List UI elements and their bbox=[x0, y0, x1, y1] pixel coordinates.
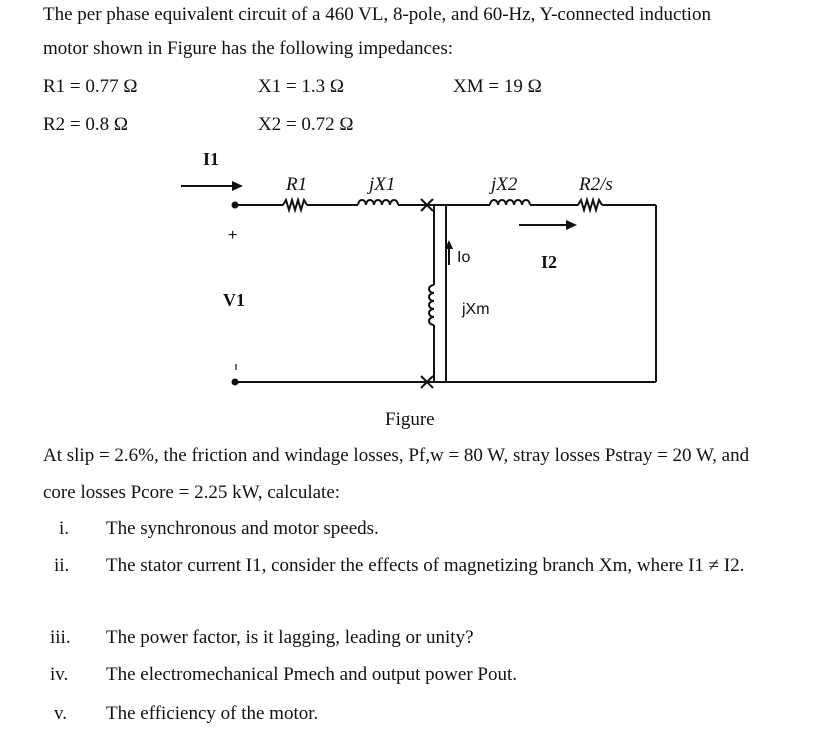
question-number: v. bbox=[54, 703, 68, 724]
x1-inductor bbox=[358, 200, 398, 205]
label-i2: I2 bbox=[541, 252, 558, 272]
x2-inductor bbox=[490, 200, 530, 205]
xm-inductor bbox=[429, 285, 434, 325]
terminal-top bbox=[232, 202, 239, 209]
label-plus: + bbox=[228, 227, 238, 244]
impedance-xm: XM = 19 Ω bbox=[453, 76, 542, 97]
question-number: i. bbox=[59, 518, 70, 539]
label-v1: V1 bbox=[223, 290, 245, 310]
intro-line-2: motor shown in Figure has the following impedances: bbox=[43, 38, 454, 59]
label-i1: I1 bbox=[203, 149, 220, 169]
conditions-line-2: core losses Pcore = 2.25 kW, calculate: bbox=[43, 482, 341, 503]
question-number: ii. bbox=[54, 555, 70, 576]
conditions-line-1: At slip = 2.6%, the friction and windage losses, Pf,w = 80 W, stray losses Pstray = 20 W, and bbox=[43, 445, 750, 466]
r1-resistor bbox=[283, 200, 307, 210]
label-jxm: jXm bbox=[462, 301, 490, 318]
label-r1: R1 bbox=[286, 174, 308, 195]
impedance-r1: R1 = 0.77 Ω bbox=[43, 76, 138, 97]
question-number: iv. bbox=[50, 664, 69, 685]
question-text: The efficiency of the motor. bbox=[106, 703, 319, 724]
label-jx1: jX1 bbox=[369, 174, 396, 195]
question-text: The stator current I1, consider the effects of magnetizing branch Xm, where I1 ≠ I2. bbox=[106, 555, 745, 576]
impedance-x1: X1 = 1.3 Ω bbox=[258, 76, 345, 97]
label-io: Io bbox=[457, 249, 471, 266]
impedance-x2: X2 = 0.72 Ω bbox=[258, 114, 354, 135]
i1-arrow-head bbox=[232, 181, 243, 191]
r2s-resistor bbox=[578, 200, 602, 210]
label-jx2: jX2 bbox=[491, 174, 518, 195]
question-text: The electromechanical Pmech and output power Pout. bbox=[106, 664, 518, 685]
intro-line-1: The per phase equivalent circuit of a 460 VL, 8-pole, and 60-Hz, Y-connected induction bbox=[43, 4, 711, 25]
question-text: The power factor, is it lagging, leading or unity? bbox=[106, 627, 474, 648]
impedance-r2: R2 = 0.8 Ω bbox=[43, 114, 129, 135]
label-r2s: R2/s bbox=[579, 174, 613, 195]
figure-caption: Figure bbox=[385, 409, 435, 430]
terminal-bottom bbox=[232, 379, 239, 386]
question-text: The synchronous and motor speeds. bbox=[106, 518, 379, 539]
question-number: iii. bbox=[50, 627, 71, 648]
i2-arrow-head bbox=[566, 220, 577, 230]
